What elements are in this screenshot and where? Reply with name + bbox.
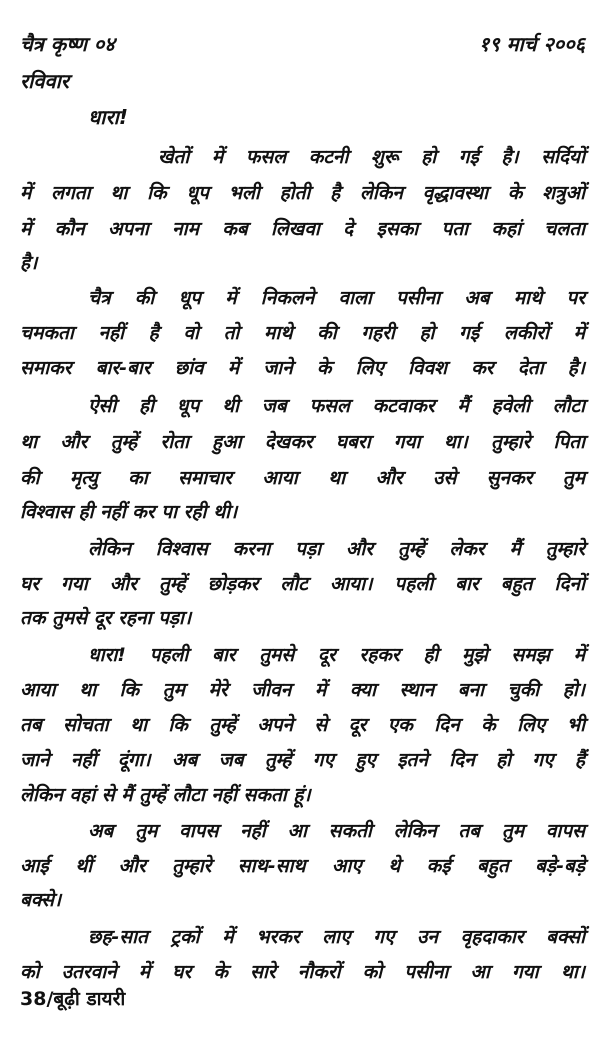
paragraph-3-line-4: विश्वास ही नहीं कर पा रही थी। bbox=[20, 501, 238, 523]
paragraph-4-line-2: घर गया और तुम्हें छोड़कर लौट आया। पहली बार बहुत दिनों bbox=[20, 573, 585, 595]
paragraph-7-line-1: छह-सात ट्रकों में भरकर लाए गए उन वृहदाकार बक्सों bbox=[88, 926, 585, 948]
paragraph-1-line-4: है। bbox=[20, 252, 38, 274]
paragraph-7-line-2: को उतरवाने में घर के सारे नौकरों को पसीना आ गया था। bbox=[20, 961, 585, 983]
paragraph-2-line-3: समाकर बार-बार छांव में जाने के लिए विवश कर देता है। bbox=[20, 357, 585, 379]
page-footer: 38/बूढ़ी डायरी bbox=[20, 988, 126, 1010]
paragraph-3-line-3: की मृत्यु का समाचार आया था और उसे सुनकर तुम bbox=[20, 467, 585, 489]
paragraph-6-line-1: अब तुम वापस नहीं आ सकती लेकिन तब तुम वापस bbox=[88, 820, 585, 842]
paragraph-5-line-5: लेकिन वहां से मैं तुम्हें लौटा नहीं सकता हूं। bbox=[20, 784, 311, 806]
paragraph-1-line-2: में लगता था कि धूप भली होती है लेकिन वृद्धावस्था के शत्रुओं bbox=[20, 182, 585, 204]
paragraph-6-line-3: बक्से। bbox=[20, 889, 62, 911]
paragraph-5-line-3: तब सोचता था कि तुम्हें अपने से दूर एक दिन के लिए भी bbox=[20, 714, 585, 736]
gregorian-date: १९ मार्च २००६ bbox=[478, 32, 585, 56]
paragraph-5-line-4: जाने नहीं दूंगा। अब जब तुम्हें गए हुए इतने दिन हो गए हैं bbox=[20, 749, 585, 771]
paragraph-2-line-1: चैत्र की धूप में निकलने वाला पसीना अब माथे पर bbox=[88, 287, 585, 309]
paragraph-3-line-2: था और तुम्हें रोता हुआ देखकर घबरा गया था। तुम्हारे पिता bbox=[20, 431, 585, 453]
weekday: रविवार bbox=[20, 69, 69, 93]
paragraph-5-line-2: आया था कि तुम मेरे जीवन में क्या स्थान बना चुकी हो। bbox=[20, 679, 585, 701]
hindu-calendar-date: चैत्र कृष्ण ०४ bbox=[20, 32, 115, 56]
paragraph-1-line-3: में कौन अपना नाम कब लिखवा दे इसका पता कहां चलता bbox=[20, 218, 585, 240]
paragraph-5-line-1: धारा! पहली बार तुमसे दूर रहकर ही मुझे समझ में bbox=[88, 644, 585, 666]
paragraph-6-line-2: आई थीं और तुम्हारे साथ-साथ आए थे कई बहुत बड़े-बड़े bbox=[20, 855, 585, 877]
paragraph-1-line-1: खेतों में फसल कटनी शुरू हो गई है। सर्दियों bbox=[158, 146, 585, 168]
paragraph-3-line-1: ऐसी ही धूप थी जब फसल कटवाकर मैं हवेली लौटा bbox=[88, 395, 585, 417]
paragraph-4-line-1: लेकिन विश्वास करना पड़ा और तुम्हें लेकर मैं तुम्हारे bbox=[88, 538, 585, 560]
paragraph-4-line-3: तक तुमसे दूर रहना पड़ा। bbox=[20, 607, 192, 629]
paragraph-2-line-2: चमकता नहीं है वो तो माथे की गहरी हो गई लकीरों में bbox=[20, 322, 585, 344]
salutation: धारा! bbox=[88, 105, 128, 129]
